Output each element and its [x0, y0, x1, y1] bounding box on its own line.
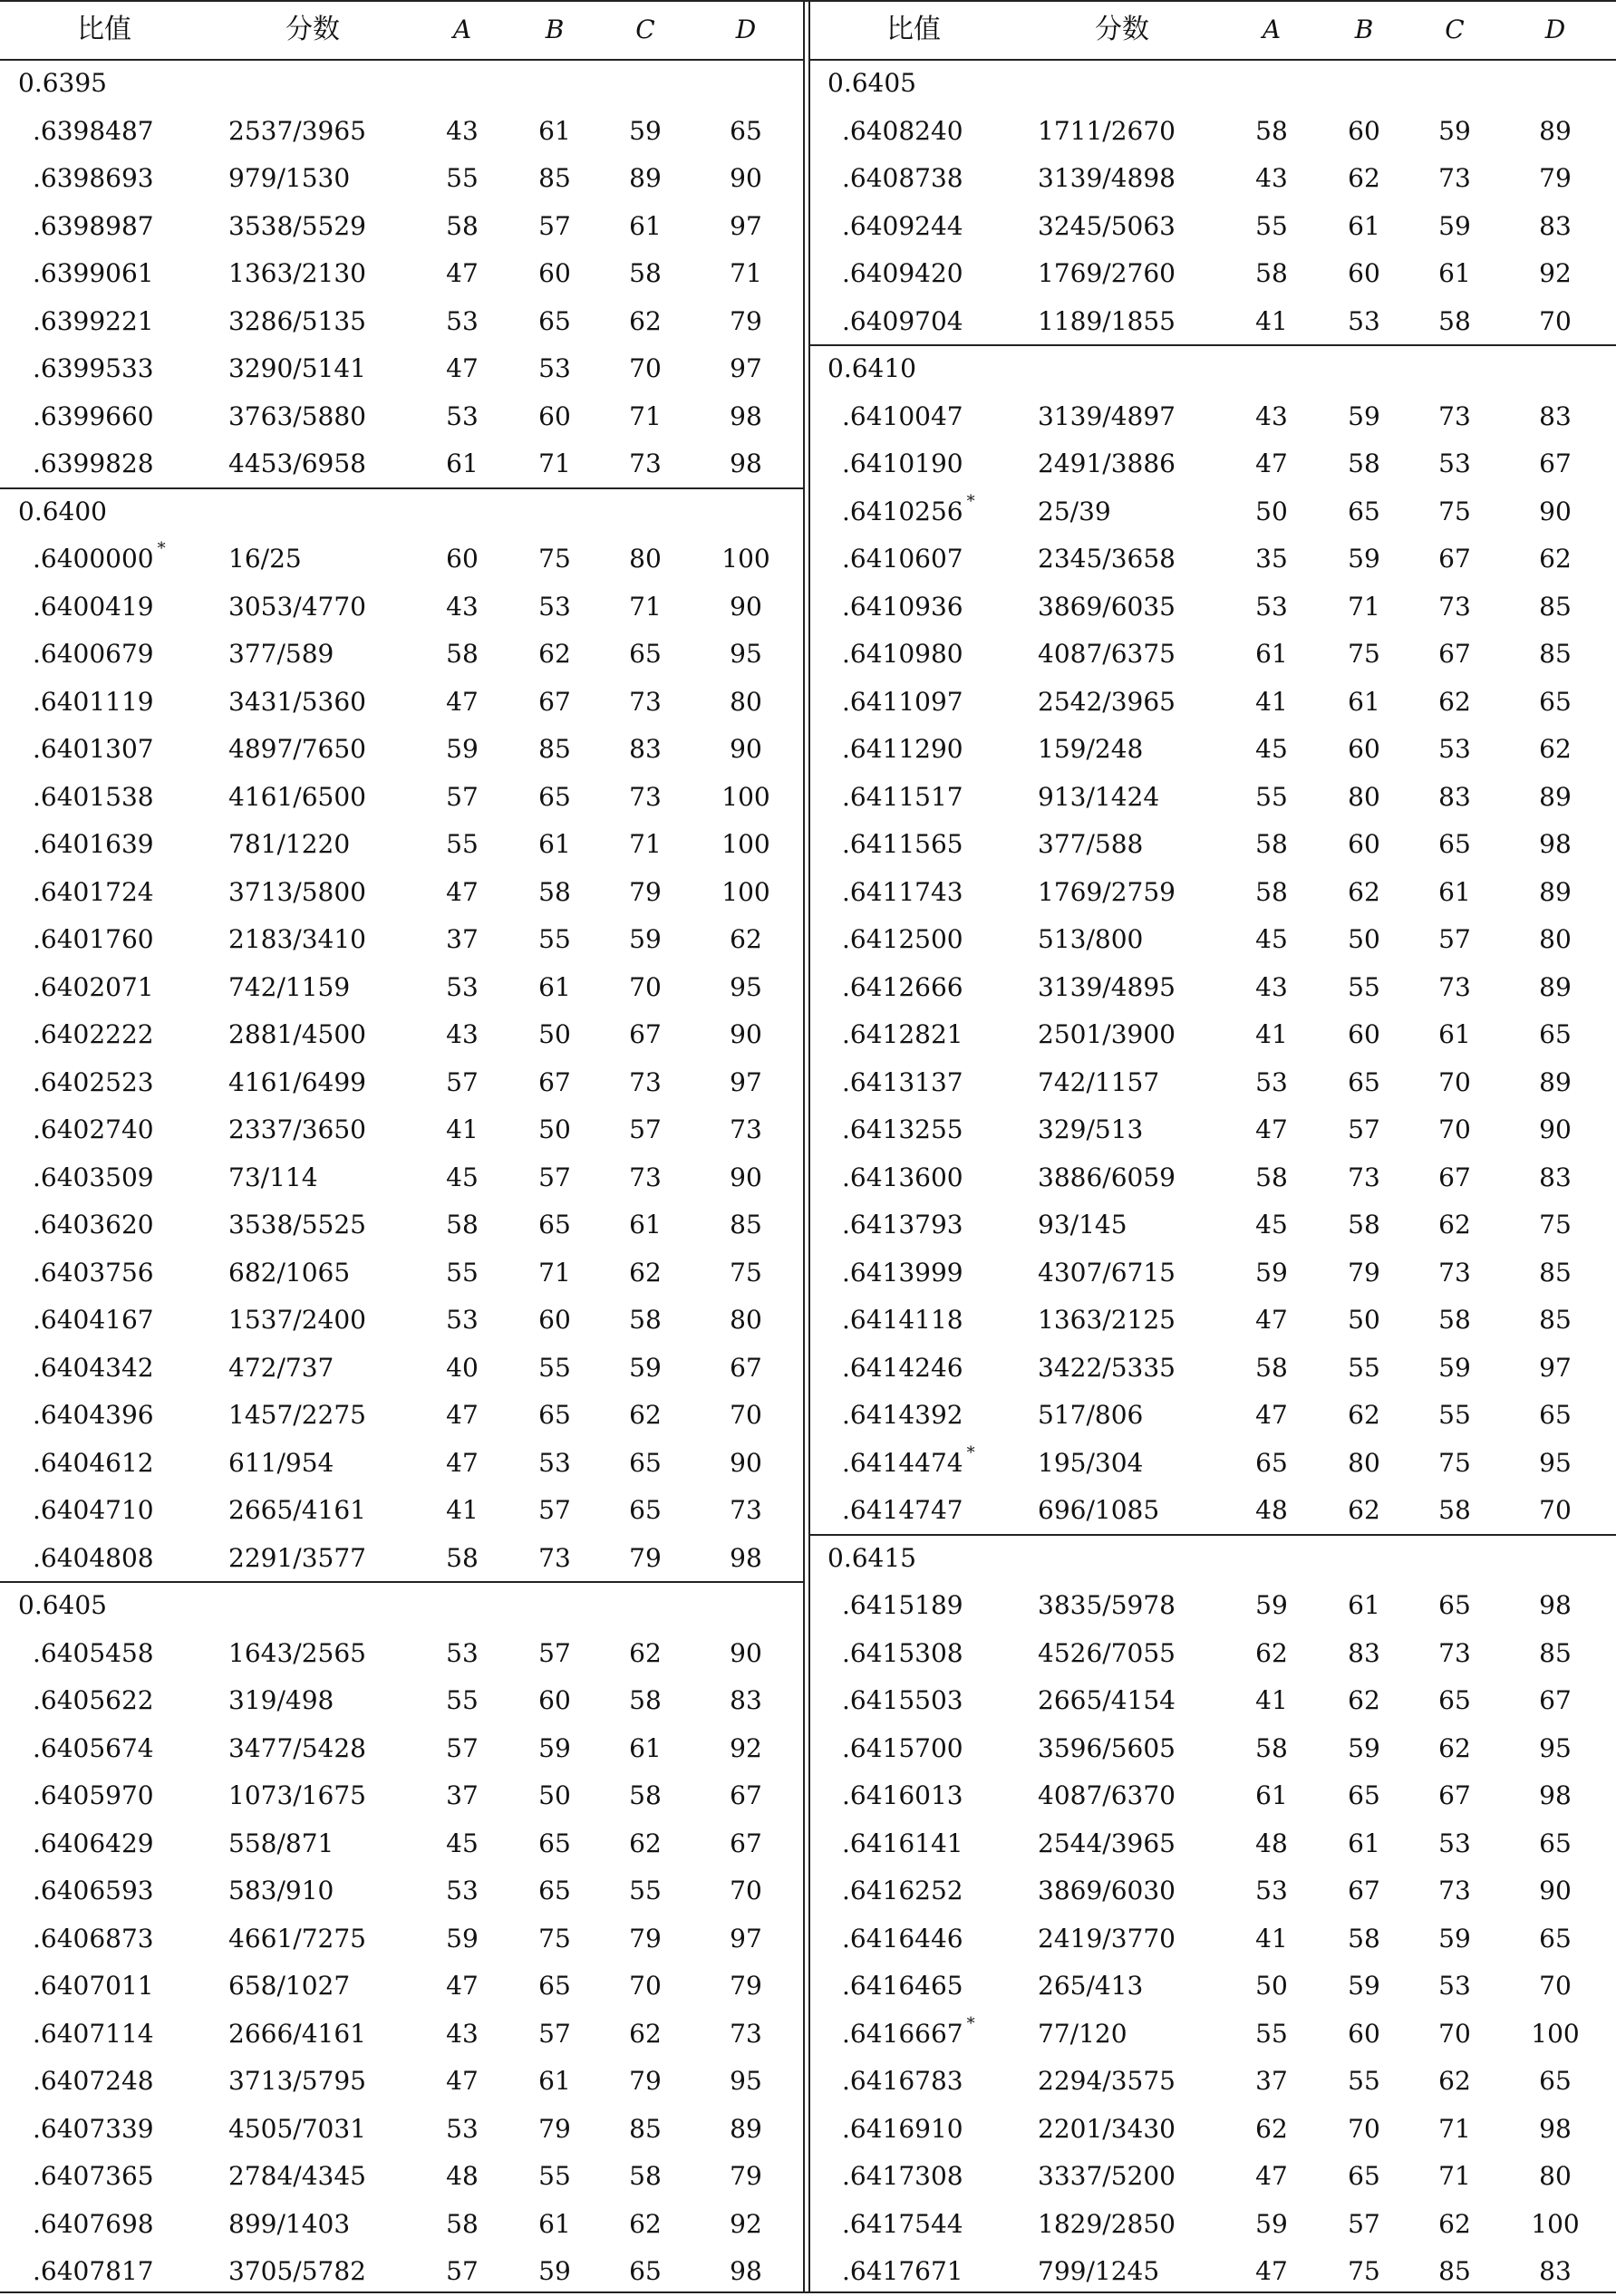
table-row: .6399221 3286/5135 53 65 62 79 — [33, 305, 762, 336]
fraction-cell: 1457/2275 — [228, 1400, 366, 1431]
fraction-cell: 696/1085 — [1038, 1495, 1160, 1526]
table-row: .6410936 3869/6035 53 71 73 85 — [842, 591, 1572, 622]
table-row: .6416252 3869/6030 53 67 73 90 — [842, 1876, 1572, 1906]
fraction-cell: 2665/4161 — [228, 1495, 366, 1526]
fraction-cell: 513/800 — [1038, 924, 1144, 955]
fraction-cell: 4161/6500 — [228, 781, 366, 812]
table-row: .6401760 2183/3410 37 55 59 62 — [33, 924, 762, 955]
ratio-cell: .6409704 — [842, 305, 963, 336]
table-row: .6414246 3422/5335 58 55 59 97 — [842, 1352, 1572, 1383]
fraction-cell: 3245/5063 — [1038, 210, 1176, 241]
fraction-cell: 265/413 — [1038, 1971, 1144, 2002]
ratio-cell: .6411290 — [842, 734, 963, 765]
ratio-cell: .6412821 — [842, 1019, 963, 1050]
table-row: .6402523 4161/6499 57 67 73 97 — [33, 1066, 762, 1097]
ratio-cell: .6399828 — [33, 449, 154, 479]
ratio-cell: .6404396 — [33, 1400, 154, 1431]
ratio-cell: .6400000 * — [33, 539, 166, 574]
table-row: .6414747 696/1085 48 62 58 70 — [842, 1495, 1572, 1526]
ratio-cell: .6405970 — [33, 1780, 154, 1811]
fraction-cell: 658/1027 — [228, 1971, 351, 2002]
ratio-cell: .6407817 — [33, 2256, 154, 2287]
table-row: .6403756 682/1065 55 71 62 75 — [33, 1257, 762, 1288]
table-row: .6413600 3886/6059 58 73 67 83 — [842, 1162, 1572, 1192]
header-row: 比值 分数 A B C D — [77, 14, 757, 45]
fraction-cell: 195/304 — [1038, 1447, 1144, 1478]
table-row: .6401119 3431/5360 47 67 73 80 — [33, 686, 762, 717]
ratio-cell: .6414392 — [842, 1400, 963, 1431]
ratio-cell: .6410936 — [842, 591, 963, 622]
fraction-cell: 377/589 — [228, 639, 334, 670]
fraction-cell: 2784/4345 — [228, 2161, 366, 2192]
table-row: .6407114 2666/4161 43 57 62 73 — [33, 2018, 762, 2049]
ratio-cell: .6415189 — [842, 1590, 963, 1621]
fraction-cell: 1189/1855 — [1038, 305, 1176, 336]
ratio-cell: .6401119 — [33, 686, 154, 717]
fraction-cell: 4453/6958 — [228, 449, 366, 479]
table-row: .6401639 781/1220 55 61 71 100 — [33, 829, 770, 860]
table-row: .6416465 265/413 50 59 53 70 — [842, 1971, 1572, 2002]
fraction-cell: 3596/5605 — [1038, 1732, 1176, 1763]
ratio-cell: .6405674 — [33, 1732, 154, 1763]
fraction-cell: 3139/4898 — [1038, 163, 1176, 194]
group-heading: 0.6410 — [827, 353, 916, 384]
ratio-cell: .6401538 — [33, 781, 154, 812]
fraction-cell: 2491/3886 — [1038, 449, 1176, 479]
table-row: .6399061 1363/2130 47 60 58 71 — [33, 258, 762, 289]
ratio-cell: .6403509 — [33, 1162, 154, 1192]
ratio-cell: .6405458 — [33, 1637, 154, 1668]
table-row: .6409244 3245/5063 55 61 59 83 — [842, 210, 1572, 241]
fraction-cell: 4505/7031 — [228, 2113, 366, 2144]
table-row: .6413137 742/1157 53 65 70 89 — [842, 1066, 1572, 1097]
table-row: .6404396 1457/2275 47 65 62 70 — [33, 1400, 762, 1431]
ratio-cell: .6412666 — [842, 971, 963, 1002]
table-row: .6410980 4087/6375 61 75 67 85 — [842, 639, 1572, 670]
group-heading-row — [809, 1535, 1616, 1583]
ratio-cell: .6408240 — [842, 115, 963, 146]
fraction-cell: 73/114 — [228, 1162, 318, 1192]
table-row: .6411517 913/1424 55 80 83 89 — [842, 781, 1572, 812]
ratio-cell: .6411565 — [842, 829, 963, 860]
table-row: .6405970 1073/1675 37 50 58 67 — [33, 1780, 762, 1811]
ratio-cell: .6410190 — [842, 449, 963, 479]
fraction-cell: 2201/3430 — [1038, 2113, 1176, 2144]
ratio-cell: .6401639 — [33, 829, 154, 860]
table-row: .6413793 93/145 45 58 62 75 — [842, 1210, 1572, 1240]
fraction-cell: 4087/6375 — [1038, 639, 1176, 670]
ratio-cell: .6410607 — [842, 544, 963, 574]
fraction-cell: 2537/3965 — [228, 115, 366, 146]
fraction-cell: 979/1530 — [228, 163, 351, 194]
table-row: .6407339 4505/7031 53 79 85 89 — [33, 2113, 762, 2144]
ratio-cell: .6399221 — [33, 305, 154, 336]
table-row: .6405458 1643/2565 53 57 62 90 — [33, 1637, 762, 1668]
ratio-cell: .6410256 * — [842, 491, 975, 526]
ratio-cell: .6407339 — [33, 2113, 154, 2144]
ratio-cell: .6399533 — [33, 353, 154, 384]
table-row: .6410256 * 25/39 50 65 75 90 — [842, 491, 1572, 526]
table-row: .6414392 517/806 47 62 55 65 — [842, 1400, 1572, 1431]
ratio-cell: .6415308 — [842, 1637, 963, 1668]
fraction-cell: 4307/6715 — [1038, 1257, 1176, 1288]
fraction-cell: 4661/7275 — [228, 1923, 366, 1954]
ratio-cell: .6404612 — [33, 1447, 154, 1478]
table-row: .6416013 4087/6370 61 65 67 98 — [842, 1780, 1572, 1811]
ratio-cell: .6404808 — [33, 1542, 154, 1573]
ratio-cell: .6402740 — [33, 1114, 154, 1145]
fraction-cell: 93/145 — [1038, 1210, 1127, 1240]
header-row: 比值 分数 A B C D — [886, 14, 1566, 45]
ratio-cell: .6417671 — [842, 2256, 963, 2287]
ratio-cell: .6398487 — [33, 115, 154, 146]
table-row: .6406873 4661/7275 59 75 79 97 — [33, 1923, 762, 1954]
fraction-cell: 2291/3577 — [228, 1542, 366, 1573]
group-heading-row — [0, 60, 804, 108]
fraction-cell: 2544/3965 — [1038, 1828, 1176, 1858]
table-row: .6412666 3139/4895 43 55 73 89 — [842, 971, 1572, 1002]
ratio-cell: .6414747 — [842, 1495, 963, 1526]
fraction-cell: 3337/5200 — [1038, 2161, 1176, 2192]
table-row: .6399660 3763/5880 53 60 71 98 — [33, 400, 762, 431]
fraction-cell: 3713/5800 — [228, 876, 366, 907]
ratio-cell: .6413600 — [842, 1162, 963, 1192]
table-row: .6416783 2294/3575 37 55 62 65 — [842, 2066, 1572, 2097]
fraction-cell: 4087/6370 — [1038, 1780, 1176, 1811]
fraction-cell: 2337/3650 — [228, 1114, 366, 1145]
ratio-cell: .6404167 — [33, 1305, 154, 1336]
group-heading: 0.6400 — [18, 496, 107, 526]
table-row: .6404710 2665/4161 41 57 65 73 — [33, 1495, 762, 1526]
table-row: .6401538 4161/6500 57 65 73 100 — [33, 781, 770, 812]
table-row: .6401724 3713/5800 47 58 79 100 — [33, 876, 770, 907]
fraction-cell: 3886/6059 — [1038, 1162, 1176, 1192]
table-row: .6409420 1769/2760 58 60 61 92 — [842, 258, 1572, 289]
ratio-cell: .6407698 — [33, 2208, 154, 2239]
table-row: .6409704 1189/1855 41 53 58 70 — [842, 305, 1572, 336]
table-row: .6399828 4453/6958 61 71 73 98 — [33, 449, 762, 479]
fraction-cell: 913/1424 — [1038, 781, 1160, 812]
fraction-cell: 319/498 — [228, 1685, 334, 1716]
fraction-cell: 3538/5525 — [228, 1210, 366, 1240]
table-row: .6417308 3337/5200 47 65 71 80 — [842, 2161, 1572, 2192]
fraction-cell: 77/120 — [1038, 2018, 1127, 2049]
fraction-cell: 3139/4897 — [1038, 400, 1176, 431]
ratio-cell: .6402071 — [33, 971, 154, 1002]
table-row: .6404808 2291/3577 58 73 79 98 — [33, 1542, 762, 1573]
ratio-cell: .6415700 — [842, 1732, 963, 1763]
fraction-cell: 4161/6499 — [228, 1066, 366, 1097]
fraction-cell: 3869/6035 — [1038, 591, 1176, 622]
table-row: .6404167 1537/2400 53 60 58 80 — [33, 1305, 762, 1336]
ratio-cell: .6407365 — [33, 2161, 154, 2192]
fraction-cell: 781/1220 — [228, 829, 351, 860]
ratio-cell: .6406873 — [33, 1923, 154, 1954]
table-row: .6406429 558/871 45 65 62 67 — [33, 1828, 762, 1858]
ratio-cell: .6407114 — [33, 2018, 154, 2049]
table-row: .6407248 3713/5795 47 61 79 95 — [33, 2066, 762, 2097]
ratio-cell: .6406593 — [33, 1876, 154, 1906]
table-row: .6416910 2201/3430 62 70 71 98 — [842, 2113, 1572, 2144]
table-row: .6415700 3596/5605 58 59 62 95 — [842, 1732, 1572, 1763]
group-heading: 0.6405 — [18, 1590, 107, 1621]
table-row: .6407011 658/1027 47 65 70 79 — [33, 1971, 762, 2002]
table-row: .6415503 2665/4154 41 62 65 67 — [842, 1685, 1572, 1716]
fraction-cell: 742/1157 — [1038, 1066, 1160, 1097]
fraction-cell: 1829/2850 — [1038, 2208, 1176, 2239]
table-row: .6415308 4526/7055 62 83 73 85 — [842, 1637, 1572, 1668]
ratio-cell: .6404342 — [33, 1352, 154, 1383]
table-row: .6402071 742/1159 53 61 70 95 — [33, 971, 762, 1002]
group-heading: 0.6415 — [827, 1542, 916, 1573]
ratio-cell: .6412500 — [842, 924, 963, 955]
ratio-cell: .6403756 — [33, 1257, 154, 1288]
fraction-cell: 2542/3965 — [1038, 686, 1176, 717]
table-row: .6416446 2419/3770 41 58 59 65 — [842, 1923, 1572, 1954]
fraction-cell: 2665/4154 — [1038, 1685, 1176, 1716]
ratio-cell: .6413137 — [842, 1066, 963, 1097]
ratio-cell: .6416252 — [842, 1876, 963, 1906]
right-table-column — [809, 0, 1616, 2293]
fraction-cell: 558/871 — [228, 1828, 334, 1858]
ratio-cell: .6415503 — [842, 1685, 963, 1716]
fraction-cell: 1711/2670 — [1038, 115, 1176, 146]
fraction-cell: 377/588 — [1038, 829, 1144, 860]
table-row: .6410607 2345/3658 35 59 67 62 — [842, 544, 1572, 574]
ratio-cell: .6410980 — [842, 639, 963, 670]
fraction-cell: 2345/3658 — [1038, 544, 1176, 574]
ratio-cell: .6411743 — [842, 876, 963, 907]
fraction-cell: 2183/3410 — [228, 924, 366, 955]
fraction-cell: 799/1245 — [1038, 2256, 1160, 2287]
table-row: .6398693 979/1530 55 85 89 90 — [33, 163, 762, 194]
ratio-cell: .6401307 — [33, 734, 154, 765]
table-row: .6403509 73/114 45 57 73 90 — [33, 1162, 762, 1192]
ratio-cell: .6405622 — [33, 1685, 154, 1716]
fraction-cell: 159/248 — [1038, 734, 1144, 765]
table-row: .6413255 329/513 47 57 70 90 — [842, 1114, 1572, 1145]
ratio-cell: .6409244 — [842, 210, 963, 241]
ratio-cell: .6399660 — [33, 400, 154, 431]
fraction-cell: 3290/5141 — [228, 353, 366, 384]
table-row: .6402222 2881/4500 43 50 67 90 — [33, 1019, 762, 1050]
fraction-cell: 3705/5782 — [228, 2256, 366, 2287]
table-row: .6400679 377/589 58 62 65 95 — [33, 639, 762, 670]
ratio-cell: .6401760 — [33, 924, 154, 955]
ratio-cell: .6414246 — [842, 1352, 963, 1383]
table-row: .6407698 899/1403 58 61 62 92 — [33, 2208, 762, 2239]
fraction-cell: 3286/5135 — [228, 305, 366, 336]
ratio-cell: .6404710 — [33, 1495, 154, 1526]
ratio-cell: .6398987 — [33, 210, 154, 241]
ratio-cell: .6416465 — [842, 1971, 963, 2002]
fraction-cell: 16/25 — [228, 544, 302, 574]
ratio-cell: .6408738 — [842, 163, 963, 194]
fraction-cell: 1073/1675 — [228, 1780, 366, 1811]
fraction-cell: 1643/2565 — [228, 1637, 366, 1668]
fraction-cell: 4897/7650 — [228, 734, 366, 765]
table-row: .6403620 3538/5525 58 65 61 85 — [33, 1210, 762, 1240]
fraction-cell: 3053/4770 — [228, 591, 366, 622]
ratio-cell: .6411097 — [842, 686, 963, 717]
ratio-cell: .6414118 — [842, 1305, 963, 1336]
table-row: .6412500 513/800 45 50 57 80 — [842, 924, 1572, 955]
fraction-cell: 682/1065 — [228, 1257, 351, 1288]
table-row: .6411565 377/588 58 60 65 98 — [842, 829, 1572, 860]
table-row: .6413999 4307/6715 59 79 73 85 — [842, 1257, 1572, 1288]
fraction-cell: 2881/4500 — [228, 1019, 366, 1050]
fraction-cell: 583/910 — [228, 1876, 334, 1906]
table-row: .6405622 319/498 55 60 58 83 — [33, 1685, 762, 1716]
table-row: .6416141 2544/3965 48 61 53 65 — [842, 1828, 1572, 1858]
fraction-cell: 25/39 — [1038, 496, 1111, 526]
ratio-cell: .6398693 — [33, 163, 154, 194]
ratio-cell: .6416141 — [842, 1828, 963, 1858]
fraction-cell: 3713/5795 — [228, 2066, 366, 2097]
table-row: .6410190 2491/3886 47 58 53 67 — [842, 449, 1572, 479]
table-row: .6414118 1363/2125 47 50 58 85 — [842, 1305, 1572, 1336]
ratio-cell: .6401724 — [33, 876, 154, 907]
fraction-cell: 2666/4161 — [228, 2018, 366, 2049]
fraction-cell: 1363/2125 — [1038, 1305, 1176, 1336]
table-row: .6405674 3477/5428 57 59 61 92 — [33, 1732, 762, 1763]
fraction-cell: 2419/3770 — [1038, 1923, 1176, 1954]
table-row: .6417671 799/1245 47 75 85 83 — [842, 2256, 1572, 2287]
ratio-cell: .6400679 — [33, 639, 154, 670]
fraction-cell: 1769/2760 — [1038, 258, 1176, 289]
fraction-cell: 742/1159 — [228, 971, 351, 1002]
ratio-cell: .6416910 — [842, 2113, 963, 2144]
table-row: .6398487 2537/3965 43 61 59 65 — [33, 115, 762, 146]
ratio-cell: .6416446 — [842, 1923, 963, 1954]
exact-mark: * — [966, 491, 975, 511]
group-heading: 0.6405 — [827, 68, 916, 99]
ratio-cell: .6407011 — [33, 1971, 154, 2002]
fraction-cell: 899/1403 — [228, 2208, 351, 2239]
group-heading: 0.6395 — [18, 68, 107, 99]
fraction-cell: 3477/5428 — [228, 1732, 366, 1763]
ratio-cell: .6400419 — [33, 591, 154, 622]
table-row: .6415189 3835/5978 59 61 65 98 — [842, 1590, 1572, 1621]
ratio-cell: .6416783 — [842, 2066, 963, 2097]
table-row: .6407365 2784/4345 48 55 58 79 — [33, 2161, 762, 2192]
exact-mark: * — [966, 1442, 975, 1462]
table-row: .6408738 3139/4898 43 62 73 79 — [842, 163, 1572, 194]
ratio-cell: .6413255 — [842, 1114, 963, 1145]
table-row: .6407817 3705/5782 57 59 65 98 — [33, 2256, 762, 2287]
fraction-cell: 1769/2759 — [1038, 876, 1176, 907]
table-row: .6417544 1829/2850 59 57 62 100 — [842, 2208, 1580, 2239]
fraction-cell: 517/806 — [1038, 1400, 1144, 1431]
group-heading-row — [0, 1582, 804, 1630]
group-heading-row — [809, 60, 1616, 108]
group-heading-row — [809, 345, 1616, 393]
table-row: .6414474 * 195/304 65 80 75 95 — [842, 1442, 1572, 1478]
table-row: .6400000 * 16/25 60 75 80 100 — [33, 539, 770, 574]
ratio-cell: .6416013 — [842, 1780, 963, 1811]
table-row: .6416667 * 77/120 55 60 70 100 — [842, 2013, 1580, 2049]
table-row: .6404612 611/954 47 53 65 90 — [33, 1447, 762, 1478]
fraction-cell: 3763/5880 — [228, 400, 366, 431]
fraction-cell: 3538/5529 — [228, 210, 366, 241]
fraction-cell: 2294/3575 — [1038, 2066, 1176, 2097]
fraction-cell: 1363/2130 — [228, 258, 366, 289]
left-table-column — [0, 0, 804, 2293]
table-row: .6410047 3139/4897 43 59 73 83 — [842, 400, 1572, 431]
table-row: .6401307 4897/7650 59 85 83 90 — [33, 734, 762, 765]
table-row: .6404342 472/737 40 55 59 67 — [33, 1352, 762, 1383]
table-row: .6411743 1769/2759 58 62 61 89 — [842, 876, 1572, 907]
ratio-cell: .6414474 * — [842, 1442, 975, 1478]
table-row: .6412821 2501/3900 41 60 61 65 — [842, 1019, 1572, 1050]
ratio-cell: .6407248 — [33, 2066, 154, 2097]
ratio-cell: .6413999 — [842, 1257, 963, 1288]
fraction-cell: 4526/7055 — [1038, 1637, 1176, 1668]
ratio-cell: .6399061 — [33, 258, 154, 289]
ratio-cell: .6402222 — [33, 1019, 154, 1050]
fraction-cell: 2501/3900 — [1038, 1019, 1176, 1050]
ratio-cell: .6402523 — [33, 1066, 154, 1097]
ratio-cell: .6406429 — [33, 1828, 154, 1858]
table-row: .6411097 2542/3965 41 61 62 65 — [842, 686, 1572, 717]
table-row: .6398987 3538/5529 58 57 61 97 — [33, 210, 762, 241]
fraction-cell: 3422/5335 — [1038, 1352, 1176, 1383]
fraction-cell: 3835/5978 — [1038, 1590, 1176, 1621]
fraction-cell: 1537/2400 — [228, 1305, 366, 1336]
ratio-cell: .6416667 * — [842, 2013, 975, 2049]
fraction-cell: 472/737 — [228, 1352, 334, 1383]
table-row: .6400419 3053/4770 43 53 71 90 — [33, 591, 762, 622]
table-row: .6402740 2337/3650 41 50 57 73 — [33, 1114, 762, 1145]
ratio-cell: .6409420 — [842, 258, 963, 289]
fraction-cell: 3139/4895 — [1038, 971, 1176, 1002]
table-row: .6406593 583/910 53 65 55 70 — [33, 1876, 762, 1906]
table-row: .6408240 1711/2670 58 60 59 89 — [842, 115, 1572, 146]
ratio-cell: .6417544 — [842, 2208, 963, 2239]
ratio-cell: .6403620 — [33, 1210, 154, 1240]
group-heading-row — [0, 488, 804, 536]
exact-mark: * — [157, 539, 166, 559]
fraction-cell: 329/513 — [1038, 1114, 1144, 1145]
fraction-cell: 3431/5360 — [228, 686, 366, 717]
table-row: .6411290 159/248 45 60 53 62 — [842, 734, 1572, 765]
ratio-cell: .6410047 — [842, 400, 963, 431]
exact-mark: * — [966, 2013, 975, 2033]
table-row: .6399533 3290/5141 47 53 70 97 — [33, 353, 762, 384]
ratio-cell: .6417308 — [842, 2161, 963, 2192]
ratio-cell: .6413793 — [842, 1210, 963, 1240]
ratio-cell: .6411517 — [842, 781, 963, 812]
fraction-cell: 611/954 — [228, 1447, 334, 1478]
fraction-cell: 3869/6030 — [1038, 1876, 1176, 1906]
